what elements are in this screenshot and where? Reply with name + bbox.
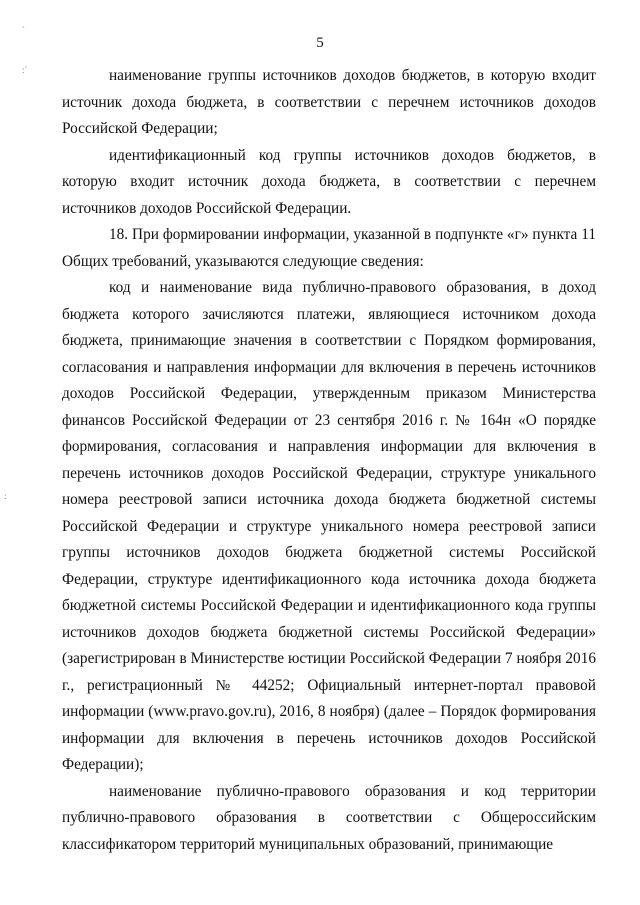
scan-mark: ` — [22, 25, 25, 35]
page-number: 5 — [316, 35, 324, 51]
scan-mark: : — [4, 491, 7, 501]
paragraph-group-name: наименование группы источников доходов бюджетов, в которую входит источник дохода бюджета, в соответствии с перечнем источников доходов Российской Федерации; — [62, 67, 596, 137]
document-body — [62, 63, 596, 858]
paragraph-group-code: идентификационный код группы источников доходов бюджетов, в которую входит источник дохода бюджета, в соответствии с перечнем источников доходов Российской Федерации. — [62, 146, 596, 217]
paragraph-code-and-name: код и наименование вида публично-правового образования, в доход бюджета которого зачисляются платежи, являющиеся источником дохода бюджета, принимающие значения в соответствии с Порядком формирования, согласования и направления информации для включения в перечень источников доходов Российской Федерации, утвержденным приказом Министерства финансов Российской Федерации от 23 сентября 2016 г. № 164н «О порядке формирования, согласования и направления информации для включения в перечень источников доходов Российской Федерации, структуре уникального номера реестровой записи источника дохода бюджета бюджетной системы Российской Федерации и структуре уникального номера реестровой записи группы источников доходов бюджета бюджетной системы Российской Федерации, структуре идентификационного кода источника дохода бюджета бюджетной системы Российской Федерации и идентификационного кода группы источников доходов бюджета бюджетной системы Российской Федерации» (зарегистрирован в Министерстве юстиции Российской Федерации 7 ноября 2016 г., регистрационный № 44252; Официальный интернет-портал правовой информации (www.pravo.gov.ru), 2016, 8 ноября) (далее – Порядок формирования информации для включения в перечень источников доходов Российской Федерации); — [62, 279, 596, 773]
paragraph-territory-name: наименование публично-правового образования и код территории публично-правового образования в соответствии с Общероссийским классификатором территорий муниципальных образований, принимающие — [62, 782, 596, 853]
scan-mark: :´ — [22, 65, 28, 75]
paragraph-item-18: 18. При формировании информации, указанной в подпункте «г» пункта 11 Общих требований, указываются следующие сведения: — [62, 226, 596, 270]
